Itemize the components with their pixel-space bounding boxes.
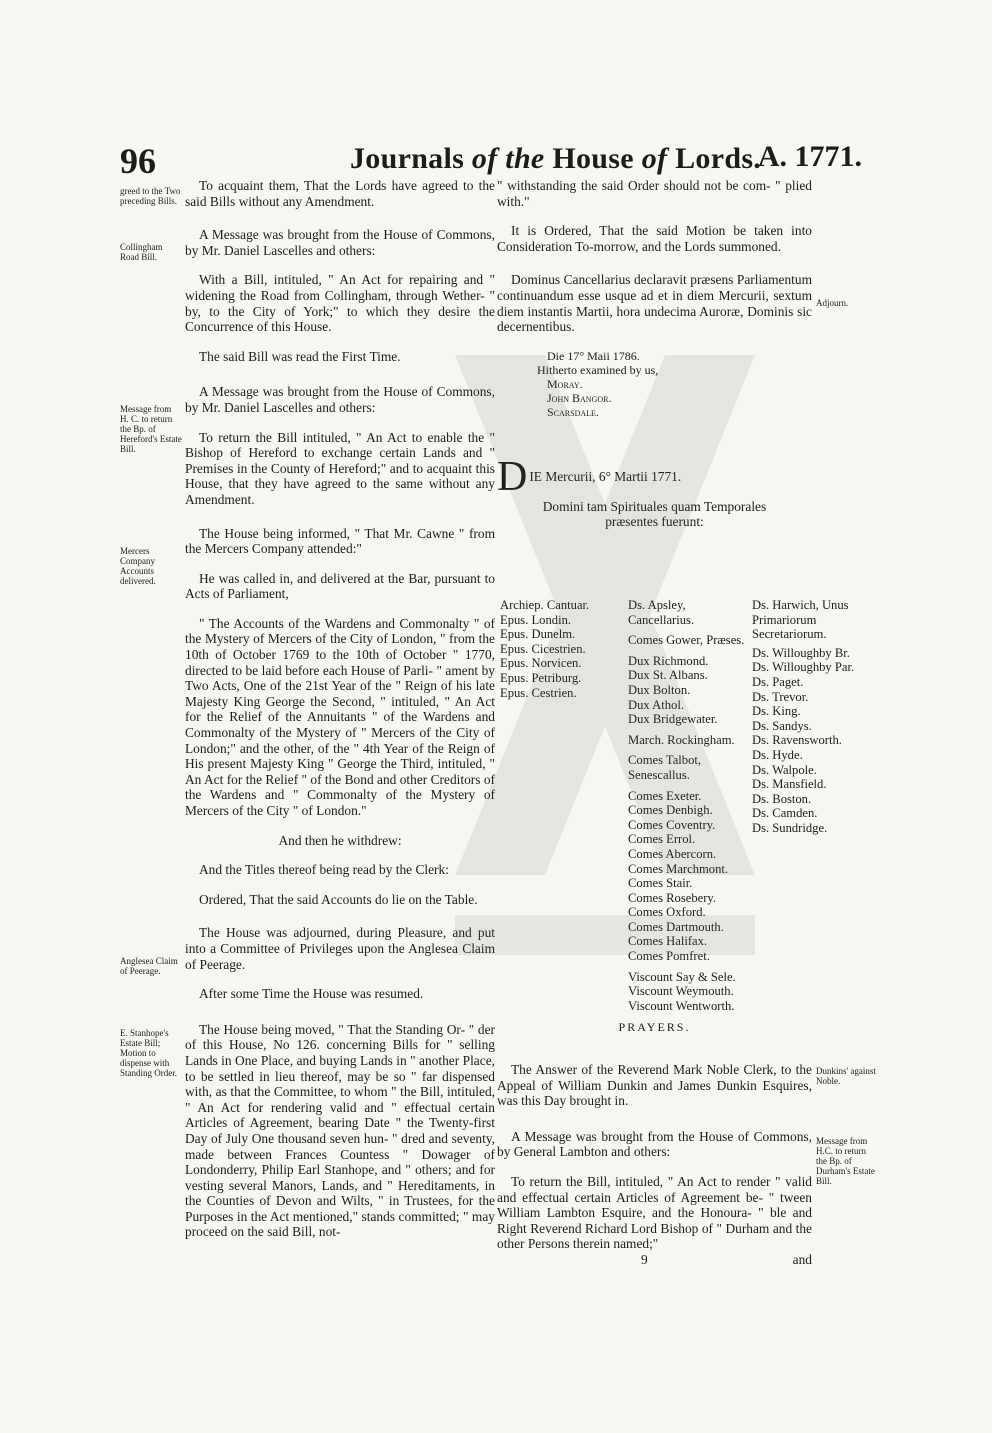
signature-mark: 9 (641, 1251, 648, 1267)
lord-name: Dux Richmond. (628, 653, 709, 668)
paragraph: The said Bill was read the First Time. (199, 348, 401, 364)
lord-name: Comes Gower, Præses. (628, 633, 745, 648)
lord-name: Comes Marchmont. (628, 861, 729, 876)
lord-name: Viscount Wentworth. (628, 998, 735, 1013)
examined-note (537, 349, 812, 419)
adjournment-paragraph: Dominus Cancellarius declaravit præsens Parliamentum continuandum esse usque ad et in diem Mercurii, sextum diem instantis Martii, hora undecima Auroræ, Dominis sic decernentibus. (497, 272, 812, 335)
lord-name: Comes Rosebery. (628, 890, 717, 905)
lord-name: Ds. Camden. (752, 806, 818, 821)
lord-name: Ds. Hyde. (752, 747, 803, 762)
lord-name: Ds. Harwich, Unus Primariorum Secretariorum. (752, 598, 849, 642)
lord-name: Viscount Say & Sele. (628, 969, 736, 984)
page-year: A. 1771. (757, 140, 862, 173)
lord-name: Epus. Petriburg. (500, 670, 582, 685)
paragraph: To return the Bill, intituled, " An Act to render " valid and effectual certain Articles of Agreement be- " tween William Lambton Esquire, and the Honoura- " ble and Right Reverend Richard Lord Bishop of " Durham and the other Persons therein named;" (497, 1173, 812, 1252)
paragraph: After some Time the House was resumed. (199, 986, 424, 1002)
margin-note: E. Stanhope's Estate Bill; Motion to dispense with Standing Order. (120, 1028, 177, 1078)
paragraph: The House was adjourned, during Pleasure, and put into a Committee of Privileges upon the Anglesea Claim of Peerage. (185, 925, 495, 972)
margin-note: Anglesea Claim of Peerage. (120, 956, 178, 976)
lord-name: Ds. Paget. (752, 674, 804, 689)
paragraph: The House being moved, " That the Standing Or- " der of this House, No 126. concerning Bills for " selling Lands in One Place, and buying Lands in " another Place, to be settled in lieu thereof, may be so " far dispensed with, as that the Committee, to whom " the Bill, intituled, " An Act for rendering valid and " effectual certain Articles of Agreement, bearing Date " the Twenty-first Day of July One thousand seven hun- " dred and seventy, made between Frances Countess " Dowager of Londonderry, Philip Earl Stanhope, and " others; and for vesting several Manors, Lands, and " Hereditaments, in the Counties of Devon and Wilts, " in Trustees, for the Purposes in the Act mentioned," stands committed; " may proceed on the said Bill, not- (185, 1021, 495, 1240)
lord-name: Comes Denbigh. (628, 803, 713, 818)
day-heading: D IE Mercurii, 6° Martii 1771. (497, 453, 682, 500)
right-column (497, 178, 812, 544)
lord-name: Dux Bridgewater. (628, 712, 718, 727)
margin-note: Message from H.C. to return the Bp. of Durham's Estate Bill. (816, 1136, 875, 1186)
lord-name: Comes Halifax. (628, 934, 708, 949)
lord-name: Comes Exeter. (628, 788, 702, 803)
lord-name: Epus. Cestrien. (500, 685, 577, 700)
page-number: 96 (120, 141, 156, 181)
margin-note: Mercers Company Accounts delivered. (120, 546, 156, 586)
lord-name: Comes Stair. (628, 876, 693, 891)
lord-name: Ds. King. (752, 704, 801, 719)
lord-name: March. Rockingham. (628, 732, 735, 747)
present-line: Domini tam Spirituales quam Temporales præsentes fuerunt: (542, 498, 767, 530)
lord-name: Epus. Cicestrien. (500, 641, 586, 656)
paragraph: The House being informed, " That Mr. Cawne " from the Mercers Company attended:" (185, 525, 495, 557)
lord-name: Ds. Willoughby Br. (752, 645, 850, 660)
exam-date: Die 17° Maii 1786. (547, 348, 640, 363)
lord-name: Epus. Londin. (500, 612, 572, 627)
lord-name: Comes Talbot, Senescallus. (628, 753, 702, 782)
lord-name: Comes Errol. (628, 832, 696, 847)
lord-name: Ds. Willoughby Par. (752, 660, 855, 675)
paragraph: A Message was brought from the House of Commons, by General Lambton and others: (497, 1128, 812, 1160)
paragraph: With a Bill, intituled, " An Act for repairing and " widening the Road from Collingham, through Wether- " by, to the City of York;" to which they desire the Concurrence of this House. (185, 272, 495, 335)
examiner: Scarsdale. (547, 404, 599, 419)
lord-name: Archiep. Cantuar. (500, 598, 590, 612)
left-column (185, 178, 495, 1254)
paragraph: A Message was brought from the House of Commons, by Mr. Daniel Lascelles and others: (185, 384, 495, 415)
margin-note: Message from H. C. to return the Bp. of Hereford's Estate Bill. (120, 404, 182, 454)
lord-name: Ds. Sundridge. (752, 820, 828, 835)
paragraph: The Answer of the Reverend Mark Noble Clerk, to the Appeal of William Dunkin and James Dunkin Esquires, was this Day brought in. (497, 1062, 812, 1109)
margin-note: Collingham Road Bill. (120, 242, 163, 262)
margin-note: Dunkins' against Noble. (816, 1066, 876, 1086)
drop-cap: D (497, 453, 528, 500)
lord-name: Ds. Mansfield. (752, 777, 827, 792)
lord-name: Ds. Walpole. (752, 762, 817, 777)
paragraph: And then he withdrew: (278, 832, 402, 848)
paragraph: To return the Bill intituled, " An Act to enable the " Bishop of Hereford to exchange certain Lands and " Premises in the County of Hereford;" and to acquaint this House, that they have agreed to the same without any Amendment. (185, 429, 495, 507)
exam-by: Hitherto examined by us, (537, 362, 659, 377)
right-column-lower (497, 1062, 812, 1268)
margin-note: Adjourn. (816, 298, 849, 308)
paragraph: A Message was brought from the House of Commons, by Mr. Daniel Lascelles and others: (185, 227, 495, 258)
lord-name: Comes Coventry. (628, 817, 716, 832)
margin-note: greed to the Two preceding Bills. (120, 186, 181, 206)
lord-name: Ds. Trevor. (752, 689, 809, 704)
lord-name: Comes Abercorn. (628, 846, 717, 861)
lords-barons (752, 598, 864, 836)
paragraph: Ordered, That the said Accounts do lie on the Table. (199, 891, 478, 907)
lord-name: Ds. Apsley, Cancellarius. (628, 598, 695, 627)
lord-name: Ds. Sandys. (752, 718, 812, 733)
paragraph: He was called in, and delivered at the Bar, pursuant to Acts of Parliament, (185, 570, 495, 602)
page-foot (497, 1252, 812, 1268)
lord-name: Comes Dartmouth. (628, 919, 724, 934)
lord-name: Ds. Ravensworth. (752, 733, 842, 748)
lords-spiritual (500, 598, 625, 700)
paragraph: To acquaint them, That the Lords have agreed to the said Bills without any Amendment. (185, 178, 495, 209)
examiner: Moray. (547, 376, 583, 391)
paragraph: " The Accounts of the Wardens and Commonalty " of the Mystery of Mercers of the City of London, " from the 10th of October 1769 to the 10th of October " 1770, directed to be laid before each House of Parli- " ament by Two Acts, One of the 21st Year of the " Reign of his late Majesty King George the Second, " intituled, " An Act for the Relief of the Annuitants " of the Wardens and Commonalty of the Mystery of " Mercers of the City of London;" and the other, of the " 4th Year of the Reign of His present Majesty King " George the Third, intituled, " An Act for the Relief " of the Bond and other Creditors of the Wardens and " Commonalty of the Mystery of Mercers of the City " of London." (185, 615, 495, 818)
prayers-heading: PRAYERS. (618, 1020, 691, 1034)
lords-temporal (628, 598, 750, 1013)
paragraph: And the Titles thereof being read by the Clerk: (199, 862, 449, 878)
examiner: John Bangor. (547, 390, 612, 405)
lord-name: Comes Oxford. (628, 905, 706, 920)
lord-name: Comes Pomfret. (628, 949, 710, 964)
lord-name: Dux Athol. (628, 697, 684, 712)
paragraph: It is Ordered, That the said Motion be taken into Consideration To-morrow, and the Lords summoned. (497, 223, 812, 254)
lord-name: Dux Bolton. (628, 682, 691, 697)
catchword: and (792, 1251, 812, 1267)
lord-name: Epus. Norvicen. (500, 656, 582, 671)
lord-name: Ds. Boston. (752, 791, 812, 806)
lord-name: Epus. Dunelm. (500, 627, 576, 642)
running-header (0, 140, 992, 180)
paragraph: " withstanding the said Order should not be com- " plied with." (497, 178, 812, 209)
running-title: Journals of the House of Lords. (350, 142, 762, 175)
lord-name: Viscount Weymouth. (628, 984, 734, 999)
lord-name: Dux St. Albans. (628, 668, 708, 683)
